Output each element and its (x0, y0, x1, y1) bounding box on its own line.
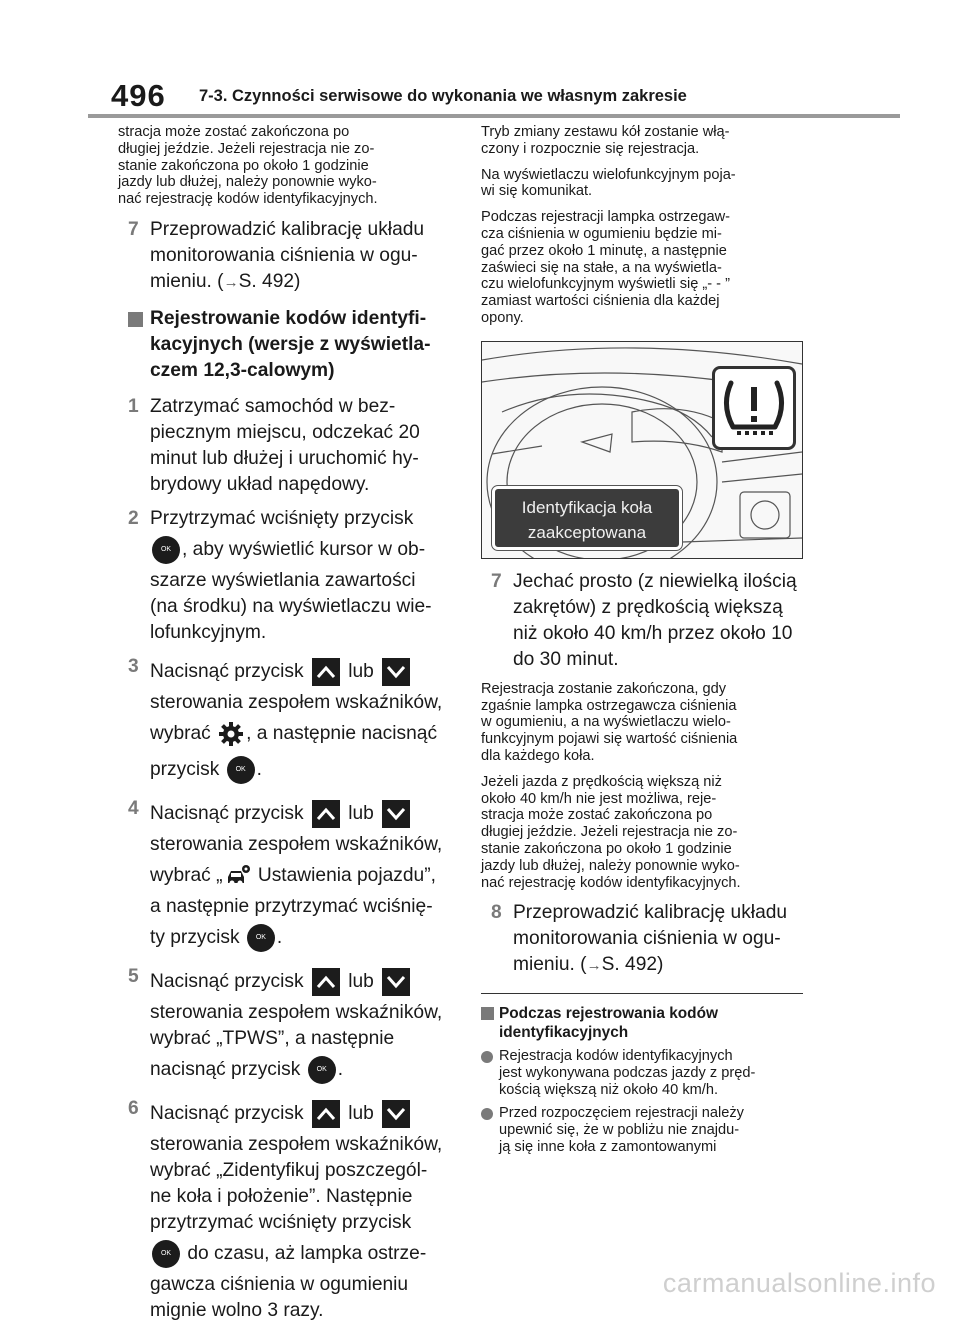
step-text-with-icon (150, 796, 454, 832)
text-line: Przed rozpoczęciem rejestracji należy (499, 1105, 744, 1122)
step-text: lub (348, 802, 374, 824)
page-reference[interactable]: S. 492) (238, 270, 301, 292)
text-line: w ogumieniu, a na wyświetlaczu wielo- (481, 714, 731, 731)
step-text: do czasu, aż lampka ostrze- (182, 1242, 427, 1264)
display-message-line: Identyfikacja koła (521, 497, 653, 517)
page-number: 496 (111, 78, 166, 113)
chevron-down-icon (382, 800, 410, 828)
ok-button-icon: OK (247, 924, 275, 952)
text-line: czu wielofunkcyjnym wyświetli się „- - ” (481, 276, 730, 293)
text-line: Rejestracja kodów identyfikacyjnych (499, 1048, 733, 1065)
text-line: Rejestracja zostanie zakończona, gdy (481, 680, 726, 697)
step-text: brydowy układ napędowy. (150, 473, 370, 495)
round-bullet-icon (481, 1051, 493, 1063)
step-text: . (337, 1058, 344, 1080)
step-text: (na środku) na wyświetlaczu wie- (150, 595, 432, 617)
square-bullet-icon (128, 312, 143, 327)
ok-button-icon: OK (227, 756, 255, 784)
step-text: wybrać (150, 722, 211, 744)
step-text: przycisk (150, 758, 220, 780)
heading-line: kacyjnych (wersje z wyświetla- (150, 333, 431, 355)
watermark: carmanualsonline.info (662, 1268, 936, 1298)
step-text-with-icon (150, 964, 454, 1000)
text-line: gać przez około 1 minutę, a następnie (481, 242, 727, 259)
step-number: 3 (128, 655, 139, 677)
step-text: , a następnie nacisnąć (246, 722, 438, 744)
step-text: Przytrzymać wciśnięty przycisk (150, 507, 414, 529)
multi-information-display (492, 486, 682, 550)
text-line: jazdy lub dłużej, należy ponownie wyko- (481, 857, 740, 874)
step-text: przytrzymać wciśnięty przycisk (150, 1211, 412, 1233)
ref-arrow-icon: → (223, 273, 239, 291)
step-6 (118, 1096, 454, 1324)
step-text: Zatrzymać samochód w bez- (150, 395, 396, 417)
page-reference[interactable]: S. 492) (601, 954, 664, 976)
text-line: czony i rozpocznie się rejestracja. (481, 140, 700, 157)
text-line: Jeżeli jazda z prędkością większą niż (481, 773, 722, 790)
left-column (118, 124, 454, 1332)
step-text: . (256, 758, 262, 780)
text-line: zamiast wartości ciśnienia dla każdej (481, 293, 720, 310)
step-7-calibration (118, 217, 454, 296)
chevron-up-icon (312, 658, 340, 686)
step-text: lub (348, 660, 374, 682)
step-text: wybrać „TPWS”, a następnie (150, 1027, 395, 1049)
step-8-calibration (481, 900, 803, 979)
right-column (481, 124, 803, 1162)
step-text: ty przycisk (150, 926, 240, 948)
text-line: jest wykonywana podczas jazdy z pręd- (499, 1065, 756, 1082)
text-line: nać rejestrację kodów identyfikacyjnych. (481, 874, 741, 891)
heading-line: Rejestrowanie kodów identyfi- (150, 307, 427, 329)
text-line: ją się inne koła z zamontowanymi (499, 1139, 717, 1156)
heading-line: Podczas rejestrowania kodów (499, 1005, 718, 1023)
text-line: kością większą niż około 40 km/h. (499, 1082, 718, 1099)
heading-line: identyfikacyjnych (499, 1024, 629, 1042)
note-bullet (481, 1105, 803, 1156)
text-line: cza ciśnienia w ogumieniu będzie mi- (481, 225, 722, 242)
ref-arrow-icon: → (586, 957, 602, 975)
tire-pressure-warning-icon (712, 366, 796, 450)
step-text: piecznym miejscu, odczekać 20 (150, 421, 420, 443)
step-1 (118, 394, 454, 498)
step-text: gawcza ciśnienia w ogumieniu (150, 1273, 409, 1295)
step-text-with-icon (150, 1052, 454, 1088)
text-line: upewnić się, że w pobliżu nie znajdu- (499, 1122, 740, 1139)
step-text: lub (348, 1102, 374, 1124)
step-4 (118, 796, 454, 956)
step-number: 5 (128, 965, 139, 987)
step-text: monitorowania ciśnienia w ogu- (513, 928, 781, 950)
step-text: do 30 minut. (513, 648, 619, 670)
text-line: stracja może zostać zakończona po (118, 124, 350, 140)
paragraph (481, 681, 803, 765)
paragraph (481, 167, 803, 201)
chevron-down-icon (382, 1100, 410, 1128)
step-text: sterowania zespołem wskaźników, (150, 833, 443, 855)
gear-icon (218, 721, 244, 747)
text-line: dla każdego koła. (481, 747, 595, 764)
step-text: sterowania zespołem wskaźników, (150, 691, 443, 713)
step-number: 6 (128, 1097, 139, 1119)
step-text: Nacisnąć przycisk (150, 970, 304, 992)
round-bullet-icon (481, 1108, 493, 1120)
step-text: Jechać prosto (z niewielką ilością (513, 570, 797, 592)
text-line: Tryb zmiany zestawu kół zostanie włą- (481, 124, 730, 140)
step-text: monitorowania ciśnienia w ogu- (150, 244, 418, 266)
text-line: jazdy lub dłużej, należy ponownie wyko- (118, 174, 377, 191)
dashboard-illustration (481, 341, 803, 559)
step-text: zakrętów) z prędkością większą (513, 596, 783, 618)
step-text-with-icon (150, 858, 454, 894)
car-settings-icon (225, 863, 251, 889)
text-line: wi się komunikat. (481, 183, 593, 200)
step-text: mignie wolno 3 razy. (150, 1299, 324, 1321)
step-7-drive (481, 569, 803, 673)
step-number: 8 (491, 902, 502, 924)
paragraph (481, 209, 803, 327)
text-line: długiej jeździe. Jeżeli rejestracja nie zo- (481, 824, 738, 841)
step-text-with-icon (150, 654, 454, 690)
text-line: długiej jeździe. Jeżeli rejestracja nie zo- (118, 140, 375, 157)
step-text: minut lub dłużej i uruchomić hy- (150, 447, 419, 469)
step-text: sterowania zespołem wskaźników, (150, 1001, 443, 1023)
step-text: lub (348, 970, 374, 992)
chevron-down-icon (382, 658, 410, 686)
header-rule (88, 114, 900, 118)
text-line: nać rejestrację kodów identyfikacyjnych. (118, 191, 378, 208)
text-line: stanie zakończona po około 1 godzinie (481, 840, 732, 857)
chevron-up-icon (312, 1100, 340, 1128)
heading-line: czem 12,3-calowym) (150, 359, 335, 381)
ok-button-icon: OK (152, 536, 180, 564)
step-text: , aby wyświetlić kursor w ob- (182, 538, 426, 560)
text-line: stanie zakończona po około 1 godzinie (118, 157, 369, 174)
square-bullet-icon (481, 1007, 494, 1020)
text-line: zaświeci się na stałe, a na wyświetla- (481, 259, 722, 276)
step-text: wybrać „Zidentyfikuj poszczegól- (150, 1159, 428, 1181)
step-5 (118, 964, 454, 1088)
paragraph (481, 124, 803, 158)
step-text: szarze wyświetlania zawartości (150, 569, 416, 591)
note-heading (481, 1004, 803, 1042)
step-text: Przeprowadzić kalibrację układu (513, 902, 788, 924)
paragraph (481, 774, 803, 892)
step-text: Przeprowadzić kalibrację układu (150, 218, 425, 240)
section-divider (481, 993, 803, 994)
chevron-down-icon (382, 968, 410, 996)
step-text: Nacisnąć przycisk (150, 660, 304, 682)
display-message-line: zaakceptowana (527, 522, 647, 542)
text-line: Podczas rejestracji lampka ostrzegaw- (481, 209, 730, 226)
step-number: 7 (491, 570, 502, 592)
section-heading-registration (118, 306, 454, 384)
step-number: 4 (128, 797, 139, 819)
step-text: Nacisnąć przycisk (150, 1102, 304, 1124)
section-title: 7-3. Czynności serwisowe do wykonania we własnym zakresie (199, 87, 687, 105)
text-line: zgaśnie lampka ostrzegawcza ciśnienia (481, 697, 737, 714)
step-text-with-icon (150, 1236, 454, 1272)
note-bullet (481, 1048, 803, 1099)
step-text: lofunkcyjnym. (150, 621, 267, 643)
step-number: 7 (128, 218, 139, 240)
step-text-with-icon (150, 1096, 454, 1132)
step-text: wybrać „ (150, 864, 223, 886)
step-text: nacisnąć przycisk (150, 1058, 301, 1080)
page-header (88, 74, 900, 118)
step-text-with-icon (150, 752, 454, 788)
step-text-with-icon (150, 716, 454, 752)
text-line: funkcyjnym pojawi się wartość ciśnienia (481, 731, 738, 748)
step-number: 1 (128, 395, 139, 417)
text-line: Na wyświetlaczu wielofunkcyjnym poja- (481, 166, 736, 183)
step-2 (118, 506, 454, 646)
step-text: . (276, 926, 283, 948)
step-text-with-icon (150, 920, 454, 956)
step-number: 2 (128, 507, 139, 529)
step-text: Nacisnąć przycisk (150, 802, 304, 824)
chevron-up-icon (312, 800, 340, 828)
step-text-with-icon (150, 532, 454, 568)
step-3 (118, 654, 454, 788)
chevron-up-icon (312, 968, 340, 996)
step-text: Ustawienia pojazdu”, (252, 864, 436, 886)
intro-paragraph (118, 124, 454, 208)
ok-button-icon: OK (152, 1240, 180, 1268)
ref-pre: mieniu. ( (513, 954, 587, 976)
step-text: ne koła i położenie”. Następnie (150, 1185, 413, 1207)
text-line: opony. (481, 309, 524, 326)
ref-pre: mieniu. ( (150, 270, 224, 292)
text-line: około 40 km/h nie jest możliwa, reje- (481, 790, 717, 807)
step-text-ref (150, 269, 454, 296)
step-text: sterowania zespołem wskaźników, (150, 1133, 443, 1155)
step-text: a następnie przytrzymać wciśnię- (150, 895, 433, 917)
text-line: stracja może zostać zakończona po (481, 807, 713, 824)
step-text: niż około 40 km/h przez około 10 (513, 622, 793, 644)
step-text-ref (513, 952, 803, 979)
ok-button-icon: OK (308, 1056, 336, 1084)
